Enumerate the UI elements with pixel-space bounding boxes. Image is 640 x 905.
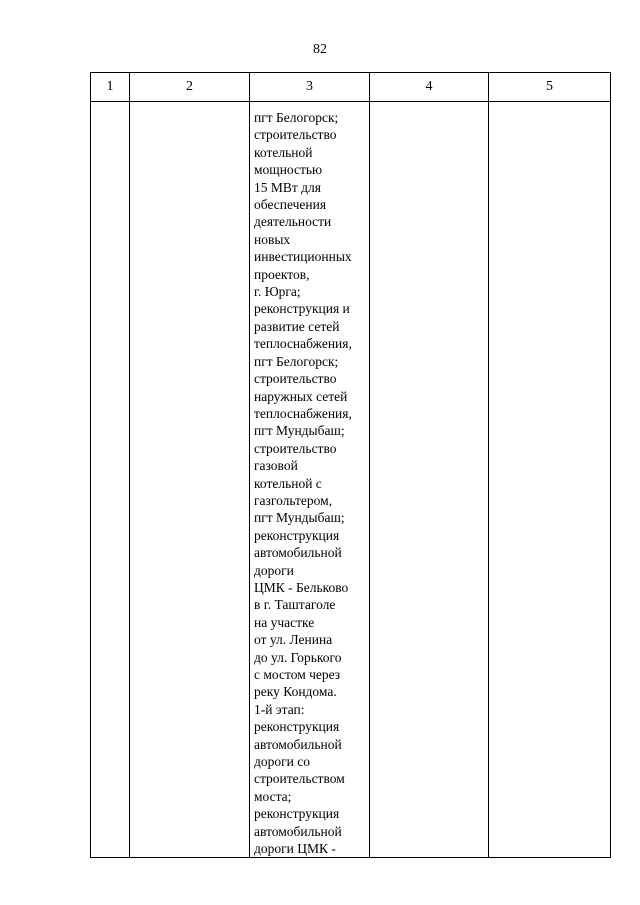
cell-text-line: реку Кондома. <box>254 684 337 700</box>
cell-text-line: реконструкция <box>254 719 340 735</box>
cell-text-line: с мостом через <box>254 667 341 682</box>
cell-text-line: газгольтером, <box>254 492 333 508</box>
cell-text-line: дороги ЦМК - <box>254 841 336 857</box>
cell-text-line: пгт Мундыбаш; <box>254 423 345 439</box>
cell-text-line: проектов, <box>254 266 310 282</box>
header-col-4: 4 <box>370 73 489 102</box>
cell-text-line: автомобильной <box>254 545 342 561</box>
document-table <box>90 72 611 858</box>
cell-text-line: реконструкция <box>254 806 340 822</box>
cell-text-line: строительство <box>254 440 337 456</box>
page-number: 82 <box>313 42 327 57</box>
cell-text-line: котельной с <box>254 475 322 491</box>
cell-text-line: газовой <box>254 458 298 474</box>
cell-text-line: мощностью <box>254 162 323 178</box>
cell-text-line: инвестиционных <box>254 249 352 265</box>
cell-text-line: наружных сетей <box>254 388 348 404</box>
cell-text-line: строительство <box>254 371 337 387</box>
cell-col-1 <box>91 102 130 858</box>
cell-text-line: строительство <box>254 127 337 143</box>
header-col-2: 2 <box>130 73 250 102</box>
cell-text-line: теплоснабжения, <box>254 336 352 352</box>
cell-col-3-text <box>250 102 369 857</box>
cell-col-5 <box>489 102 611 858</box>
cell-text-line: реконструкция <box>254 527 340 543</box>
header-col-3: 3 <box>250 73 370 102</box>
header-col-5: 5 <box>489 73 611 102</box>
header-col-1: 1 <box>91 73 130 102</box>
cell-text-line: на участке <box>254 614 315 630</box>
cell-text-line: реконструкция и <box>254 301 350 317</box>
cell-text-line: пгт Мундыбаш; <box>254 510 345 526</box>
cell-text-line: от ул. Ленина <box>254 632 333 648</box>
cell-text-line: г. Юрга; <box>254 284 301 300</box>
cell-text-line: 15 МВт для <box>254 179 321 195</box>
cell-text-line: моста; <box>254 788 292 804</box>
cell-text-line: ЦМК - Бельково <box>254 579 349 595</box>
cell-text-line: в г. Таштаголе <box>254 597 336 613</box>
cell-text-line: котельной <box>254 144 313 160</box>
cell-text-line: развитие сетей <box>254 318 340 334</box>
cell-text-line: пгт Белогорск; <box>254 353 339 369</box>
cell-text-line: автомобильной <box>254 823 342 839</box>
cell-text-line: автомобильной <box>254 736 342 752</box>
cell-text-line: строительством <box>254 771 345 787</box>
cell-text-line: дороги <box>254 562 294 578</box>
cell-col-2 <box>130 102 250 858</box>
table-header-row <box>91 73 611 102</box>
cell-text-line: деятельности <box>254 214 332 230</box>
cell-text-line: 1-й этап: <box>254 701 305 717</box>
cell-col-4 <box>370 102 489 858</box>
cell-text-line: до ул. Горького <box>254 649 342 665</box>
cell-col-3 <box>250 102 370 858</box>
cell-text-line: новых <box>254 231 291 247</box>
cell-text-line: пгт Белогорск; <box>254 110 339 125</box>
cell-text-line: обеспечения <box>254 197 327 213</box>
cell-text-line: теплоснабжения, <box>254 405 352 421</box>
cell-text-line: дороги со <box>254 754 310 770</box>
table-row <box>91 102 611 858</box>
